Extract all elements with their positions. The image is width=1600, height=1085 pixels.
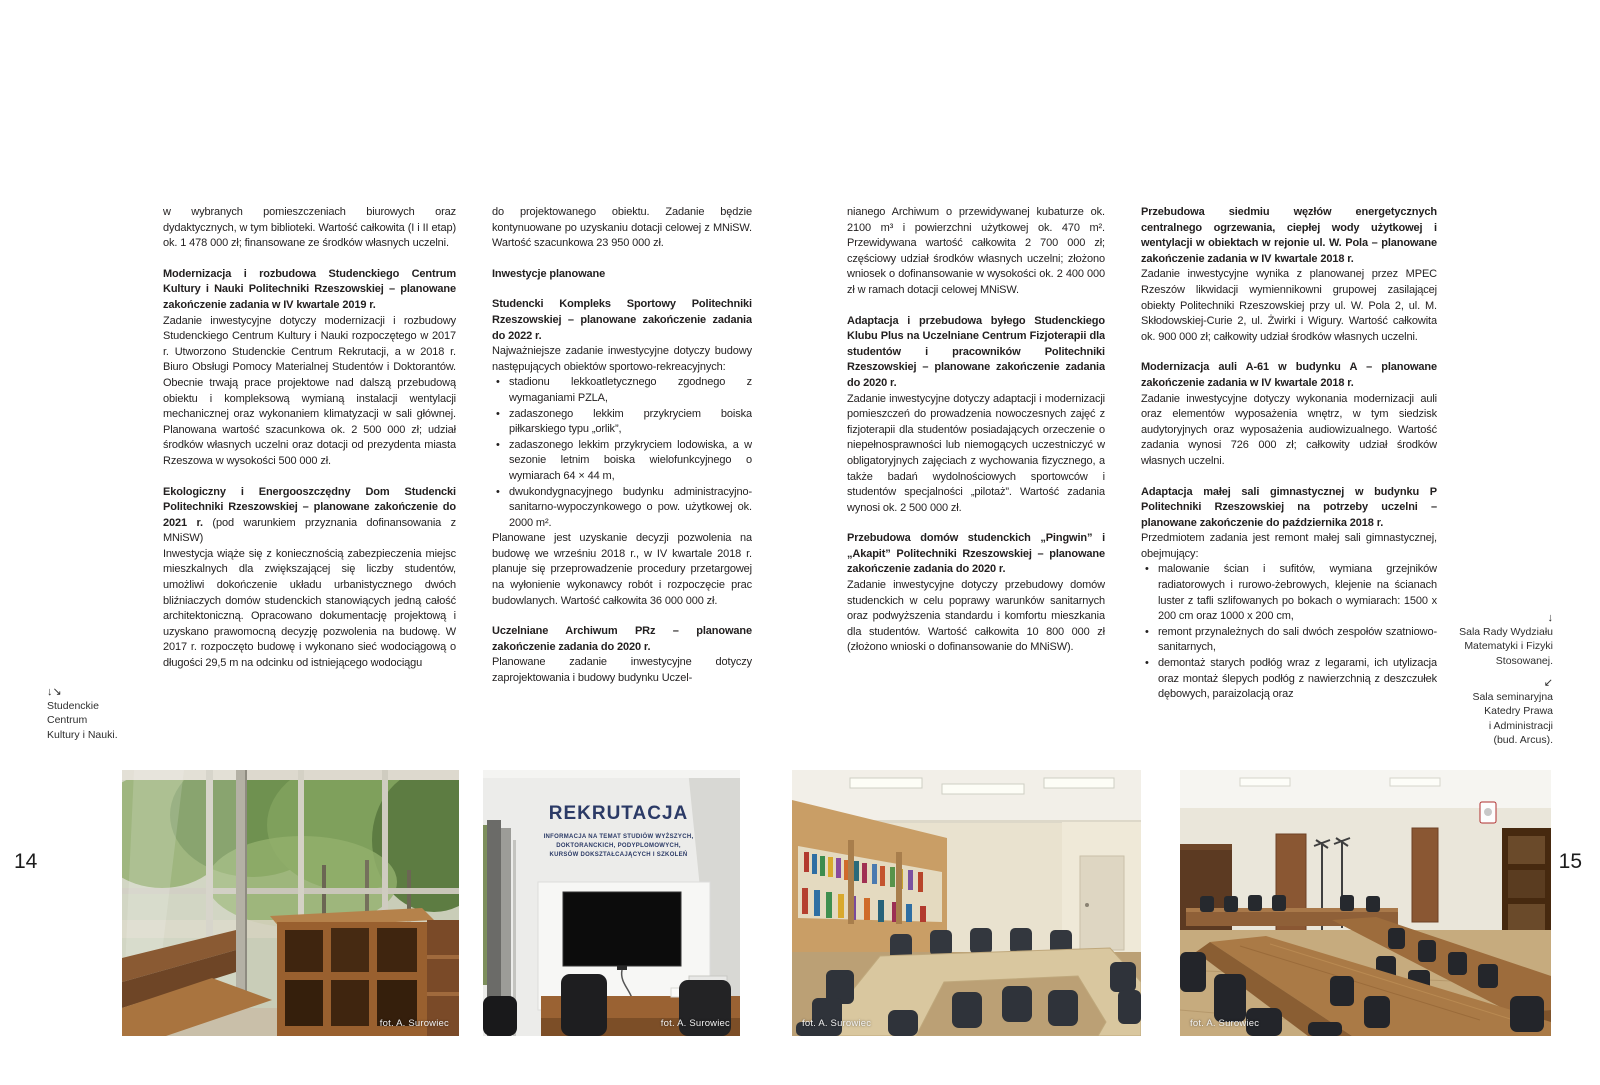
bullet-item: • stadionu lekkoatletycznego zgodnego z wymaganiami PZLA, (492, 375, 752, 406)
caption-line: i Administracji (1488, 719, 1553, 732)
bullet-list (492, 375, 752, 531)
photo-credit: fot. A. Surowiec (1190, 1018, 1260, 1029)
paragraph: w wybranych pomieszczeniach biurowych oraz dydaktycznych, w tym biblioteki. Wartość całkowita (I i II etap) ok. 1 478 000 zł; finansowane ze środków własnych uczelni. (163, 206, 456, 250)
photo-rekrutacja-office (483, 770, 740, 1036)
sign-line: DOKTORANCKICH, PODYPLOMOWYCH, (556, 843, 681, 849)
door (1412, 828, 1438, 922)
text-column-2 (492, 205, 752, 753)
paragraph: Planowane jest uzyskanie decyzji pozwolenia na budowę we wrześniu 2018 r., w IV kwartale 2018 r. planuje się przeprowadzenie procedury przetargowej na wyłonienie wykonawcy robót i rozpoczęcie prac budowlanych. Wartość całkowita 36 000 000 zł. (492, 532, 752, 607)
paragraph: Zadanie inwestycyjne wynika z planowanej przez MPEC Rzeszów likwidacji wymiennikowni grupowej zasilającej obiekty Politechniki Rzeszowskiej przy ul. W. Pola 2, ul. M. Skłodowskiej-Curie 2, ul. Żwirki i Wigury. Wartość całkowita ok. 900 000 zł; całkowity udział środków własnych uczelni. (1141, 268, 1437, 343)
bullet-item: • demontaż starych podłóg wraz z legarami, ich utylizacja oraz montaż ślepych podłóg z nawierzchnią z deszczułek dębowych, paraizolacją oraz (1141, 656, 1437, 703)
section-heading: Adaptacja i przebudowa byłego Studenckiego Klubu Plus na Uczelniane Centrum Fizjoterapii dla studentów i pracowników Politechniki Rzeszowskiej – planowane zakończenie zadania do 2020 r. (847, 314, 1105, 389)
paragraph: Inwestycja wiąże się z koniecznością zabezpieczenia miejsc mieszkalnych dla zwiększającej się liczby studentów, umożliwi dokończenie układu urbanistycznego dwóch bliźniaczych domów studenckich stanowiących jedną całość architektoniczną. Opracowano dokumentację projektową i uzyskano prawomocną decyzję pozwolenia na budowę. W 2017 r. rozpoczęto budowę i wykonano sieć wodociągową o długości 29,5 m na odcinku od istniejącego wodociągu (163, 547, 456, 670)
sign-line: INFORMACJA NA TEMAT STUDIÓW WYŻSZYCH, (543, 834, 694, 840)
door (1080, 856, 1124, 950)
caption-line: Sala seminaryjna (1472, 691, 1553, 703)
rekrutacja-sign-title: REKRUTACJA (548, 803, 689, 824)
paragraph: Zadanie inwestycyjne dotyczy adaptacji i modernizacji pomieszczeń do prowadzenia nowoczesnych zajęć z fizjoterapii dla studentów posiadających orzeczenie o niepełnosprawności lub niemogących uczestniczyć w obligatoryjnych zajęciach z wychowania fizycznego, a także badań wydolnościowych sportowców i studentów specjalności „pilotaż”. Wartość zadania wynosi ok. 2 500 000 zł. (847, 392, 1105, 514)
photo-student-center-interior (122, 770, 459, 1036)
paragraph: Przedmiotem zadania jest remont małej sali gimnastycznej, obejmujący: (1141, 532, 1437, 560)
photo-seminar-room-illustration (1180, 770, 1551, 1036)
eagle-emblem (1480, 802, 1496, 823)
text-column-1 (163, 205, 456, 753)
section-heading: Modernizacja i rozbudowa Studenckiego Centrum Kultury i Nauki Politechniki Rzeszowskiej – planowane zakończenie zadania w IV kwartale 2019 r. (163, 267, 456, 311)
section-heading (163, 485, 456, 547)
downleft-arrow-icon: ↙ (1543, 677, 1553, 689)
down-arrow-icon: ↓ (1547, 612, 1553, 624)
bullet-list (1141, 562, 1437, 702)
bullet-item: • malowanie ścian i sufitów, wymiana grzejników radiatorowych i rurowo-żebrowych, klejenie na ścianach luster z tafli szlifowanych po bokach o wymiarach: 1500 x 200 cm oraz 1000 x 200 cm, (1141, 562, 1437, 624)
caption-line: Kultury i Nauki. (47, 728, 118, 741)
paragraph: nianego Archiwum o przewidywanej kubaturze ok. 2100 m³ i powierzchni użytkowej ok. 470 m². Przewidywana wartość całkowita 2 700 000 zł; częściowy udział środków własnych uczelni; złożono wniosek o dofinansowanie w wysokości ok. 2 400 000 zł w ramach dotacji celowej MNiSW. (847, 206, 1105, 296)
section-heading: Przebudowa siedmiu węzłów energetycznych centralnego ogrzewania, ciepłej wody użytkowej i wentylacji w obiektach w rejonie ul. W. Pola – planowane zakończenie zadania w IV kwartale 2018 r. (1141, 206, 1437, 265)
photo-student-center-illustration (122, 770, 459, 1036)
down-downright-arrows-icon: ↓↘ (47, 686, 62, 698)
caption-line: Stosowanej. (1495, 654, 1553, 667)
text-column-3 (847, 205, 1105, 753)
photo-credit: fot. A. Surowiec (660, 1018, 730, 1029)
section-heading: Modernizacja auli A-61 w budynku A – planowane zakończenie zadania w IV kwartale 2018 r. (1141, 361, 1437, 389)
photo-seminar-room (1180, 770, 1551, 1036)
margin-caption-seminar-room (1472, 677, 1553, 747)
bullet-item: • zadaszonego lekkim przykryciem lodowiska, a w sezonie letnim boiska wielofunkcyjnego o wymiarach 64 × 44 m, (492, 438, 752, 485)
photo-council-room-illustration (792, 770, 1141, 1036)
margin-caption-student-center (47, 686, 118, 742)
rekrutacja-sign-subtitle (511, 833, 726, 860)
caption-line: Matematyki i Fizyki (1464, 640, 1553, 653)
page-number-left: 14 (14, 850, 38, 873)
caption-line: Katedry Prawa (1484, 705, 1553, 718)
bullet-item: • zadaszonego lekkim przykryciem boiska piłkarskiego typu „orlik”, (492, 407, 752, 438)
caption-line: (bud. Arcus). (1493, 733, 1553, 746)
sign-line: KURSÓW DOKSZTAŁCAJĄCYCH I SZKOLEŃ (549, 852, 688, 858)
cube-shelving (270, 908, 459, 1036)
section-title: Inwestycje planowane (492, 267, 606, 280)
section-heading: Adaptacja małej sali gimnastycznej w budynku P Politechniki Rzeszowskiej na potrzeby uczelni – planowane zakończenie do października 2018 r. (1141, 485, 1437, 529)
bullet-item: • remont przynależnych do sali dwóch zespołów szatniowo-sanitarnych, (1141, 625, 1437, 656)
text-column-4 (1141, 205, 1437, 753)
section-heading: Uczelniane Archiwum PRz – planowane zakończenie zadania do 2020 r. (492, 625, 752, 653)
paragraph: Zadanie inwestycyjne dotyczy modernizacji i rozbudowy Studenckiego Centrum Kultury i Nauki rozpoczętego w 2017 r. Utworzono Studenckie Centrum Rekrutacji, a w 2018 r. Biuro Obsługi Pomocy Materialnej Studentów i Doktorantów. Obecnie trwają prace projektowe nad dalszą przebudową obiektu i kompleksową wymianą instalacji wentylacji mechanicznej oraz wykonaniem klimatyzacji w sali głównej. Planowana wartość szacunkowa ok. 2 500 000 zł; udział środków własnych uczelni oraz dotacji od prezydenta miasta Rzeszowa w wysokości 500 000 zł. (163, 314, 456, 467)
paragraph: Zadanie inwestycyjne dotyczy przebudowy domów studenckich w celu poprawy warunków sanitarnych oraz podwyższenia standardu i komfortu mieszkania dla studentów. Wartość całkowita 10 800 000 zł (złożono wnioski o dofinansowanie do MNiSW). (847, 579, 1105, 654)
caption-line: Sala Rady Wydziału (1459, 626, 1553, 638)
photo-credit: fot. A. Surowiec (802, 1018, 872, 1029)
page-number-right: 15 (1558, 850, 1582, 873)
bullet-item: • dwukondygnacyjnego budynku administracyjno-sanitarno-wypoczynkowego o pow. użytkowej ok. 2000 m². (492, 485, 752, 532)
caption-line: Studenckie (47, 700, 99, 712)
heading-bold: Ekologiczny i Energooszczędny Dom Studencki Politechniki Rzeszowskiej – planowane zakończenie do 2021 r. (163, 485, 456, 529)
paragraph: Planowane zadanie inwestycyjne dotyczy zaprojektowania i budowy budynku Uczel- (492, 656, 752, 685)
paragraph: Najważniejsze zadanie inwestycyjne dotyczy budowy następujących obiektów sportowo-rekreacyjnych: (492, 345, 752, 373)
section-heading: Studencki Kompleks Sportowy Politechniki Rzeszowskiej – planowane zakończenie zadania do 2022 r. (492, 298, 752, 342)
paragraph: Zadanie inwestycyjne dotyczy wykonania modernizacji auli oraz elementów wyposażenia wnętrz, w tym siedzisk audytoryjnych oraz wyposażenia audiowizualnego. Wartość zadania wynosi 726 000 zł; całkowity udział środków własnych uczelni. (1141, 392, 1437, 467)
heading-note: (pod warunkiem przyznania dofinansowania z MNiSW) (163, 516, 456, 545)
paragraph: do projektowanego obiektu. Zadanie będzie kontynuowane po uzyskaniu dotacji celowej z MNiSW. Wartość szacunkowa 23 950 000 zł. (492, 206, 752, 250)
section-heading: Przebudowa domów studenckich „Pingwin” i „Akapit” Politechniki Rzeszowskiej – planowane zakończenie zadania do 2020 r. (847, 532, 1105, 576)
margin-caption-council-room (1459, 612, 1553, 668)
photo-council-room (792, 770, 1141, 1036)
caption-line: Centrum (47, 714, 88, 727)
photo-credit: fot. A. Surowiec (379, 1018, 449, 1029)
